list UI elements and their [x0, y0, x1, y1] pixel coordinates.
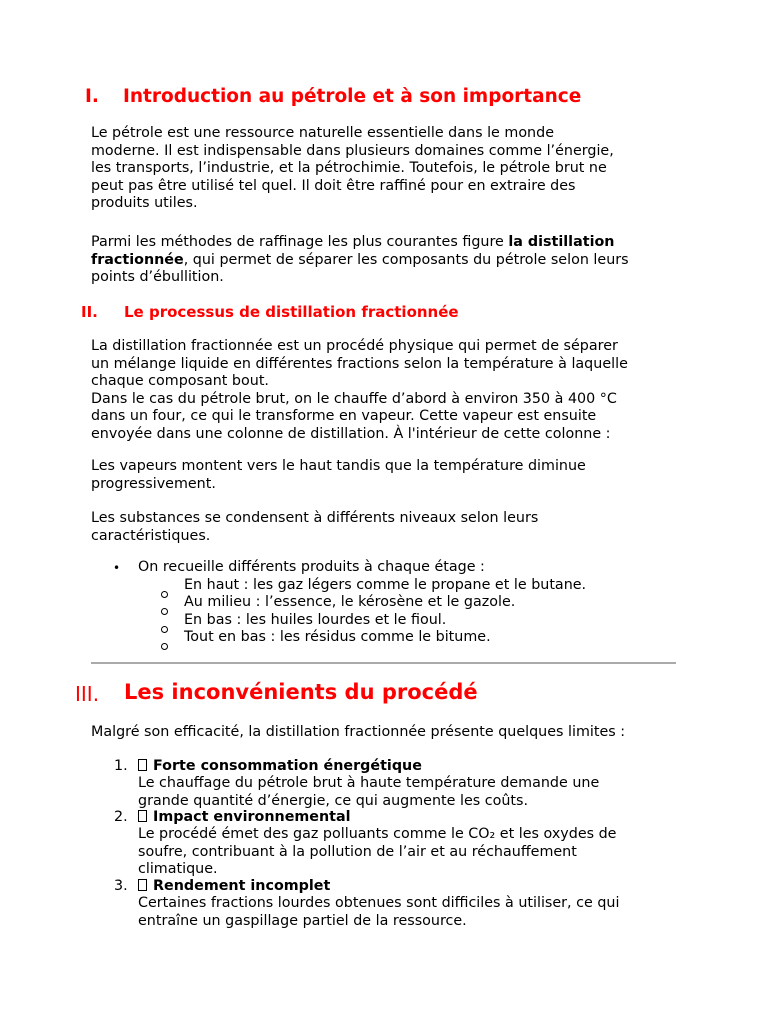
text-line: dans un four, ce qui le transforme en vapeur. Cette vapeur est ensuite — [91, 408, 597, 424]
section-3-number: III. — [75, 682, 100, 706]
section-1-paragraph-2 — [91, 234, 629, 287]
text-line: grande quantité d’énergie, ce qui augmente les coûts. — [138, 792, 529, 809]
text-line: climatique. — [138, 861, 218, 877]
section-2-title: Le processus de distillation fractionnée — [124, 303, 459, 321]
sub-item-4: Tout en bas : les résidus comme le bitume. — [184, 629, 491, 645]
bold-term: la distillation — [508, 234, 615, 250]
text-line: Dans le cas du pétrole brut, on le chauffe d’abord à environ 350 à 400 °C — [91, 390, 617, 407]
text-line: les transports, l’industrie, et la pétrochimie. Toutefois, le pétrole brut ne — [91, 160, 607, 176]
text-line: Les substances se condensent à différents niveaux selon leurs — [91, 510, 539, 526]
list-item-title — [138, 758, 422, 776]
missing-emoji-icon — [138, 810, 147, 822]
text-run: Parmi les méthodes de raffinage les plus courantes figure — [91, 234, 509, 250]
bold-term: fractionnée — [91, 251, 184, 268]
text-line: Certaines fractions lourdes obtenues sont difficiles à utiliser, ce qui — [138, 895, 620, 911]
text-line: moderne. Il est indispensable dans plusieurs domaines comme l’énergie, — [91, 142, 614, 159]
item-title-text: Forte consommation énergétique — [153, 758, 422, 774]
sub-item-1: En haut : les gaz légers comme le propane et le butane. — [184, 577, 587, 593]
section-3-title: Les inconvénients du procédé — [124, 680, 478, 704]
missing-emoji-icon — [138, 879, 147, 891]
text-line: un mélange liquide en différentes fractions selon la température à laquelle — [91, 355, 628, 372]
list-item-body — [138, 826, 616, 879]
text-line: Le procédé émet des gaz polluants comme le CO₂ et les oxydes de — [138, 826, 617, 842]
section-2-paragraph-2 — [91, 458, 586, 493]
text-line: Les vapeurs montent vers le haut tandis que la température diminue — [91, 458, 586, 474]
list-number: 2. — [114, 809, 128, 825]
text-line: Le pétrole est une ressource naturelle essentielle dans le monde — [91, 125, 554, 141]
item-title-text: Impact environnemental — [153, 809, 351, 825]
text-line: Le chauffage du pétrole brut à haute température demande une — [138, 775, 600, 791]
list-item-title — [138, 878, 330, 896]
text-line: progressivement. — [91, 475, 216, 492]
section-2-paragraph-1 — [91, 338, 628, 443]
list-item-title — [138, 809, 351, 827]
circle-bullet-icon — [161, 635, 168, 654]
section-1-title: Introduction au pétrole et à son importance — [123, 86, 582, 107]
text-line: produits utiles. — [91, 195, 198, 211]
list-item-body — [138, 895, 619, 930]
item-title-text: Rendement incomplet — [153, 878, 331, 894]
section-3-intro: Malgré son efficacité, la distillation fractionnée présente quelques limites : — [91, 724, 626, 740]
section-1-paragraph-1 — [91, 125, 614, 213]
text-line: entraîne un gaspillage partiel de la ressource. — [138, 912, 467, 929]
list-item-body — [138, 775, 599, 810]
text-line: La distillation fractionnée est un procédé physique qui permet de séparer — [91, 338, 618, 354]
section-2-paragraph-3 — [91, 510, 538, 545]
bullet-item: On recueille différents produits à chaque étage : — [138, 559, 485, 575]
text-run: , qui permet de séparer les composants du pétrole selon leurs — [183, 251, 629, 268]
sub-item-2: Au milieu : l’essence, le kérosène et le gazole. — [184, 594, 516, 610]
section-1-number: I. — [85, 86, 99, 107]
bullet-icon: • — [113, 561, 121, 575]
text-line: caractéristiques. — [91, 527, 211, 544]
text-line: soufre, contribuant à la pollution de l’air et au réchauffement — [138, 843, 577, 860]
text-line: chaque composant bout. — [91, 373, 269, 389]
text-line: peut pas être utilisé tel quel. Il doit être raffiné pour en extraire des — [91, 177, 576, 194]
list-number: 3. — [114, 878, 128, 894]
missing-emoji-icon — [138, 759, 147, 771]
circle-bullet-icon — [161, 600, 168, 619]
text-line: points d’ébullition. — [91, 269, 224, 285]
sub-item-3: En bas : les huiles lourdes et le fioul. — [184, 612, 447, 628]
list-number: 1. — [114, 758, 128, 774]
horizontal-divider — [91, 662, 676, 664]
section-2-number: II. — [81, 303, 98, 321]
text-line: envoyée dans une colonne de distillation. À l'intérieur de cette colonne : — [91, 425, 611, 442]
